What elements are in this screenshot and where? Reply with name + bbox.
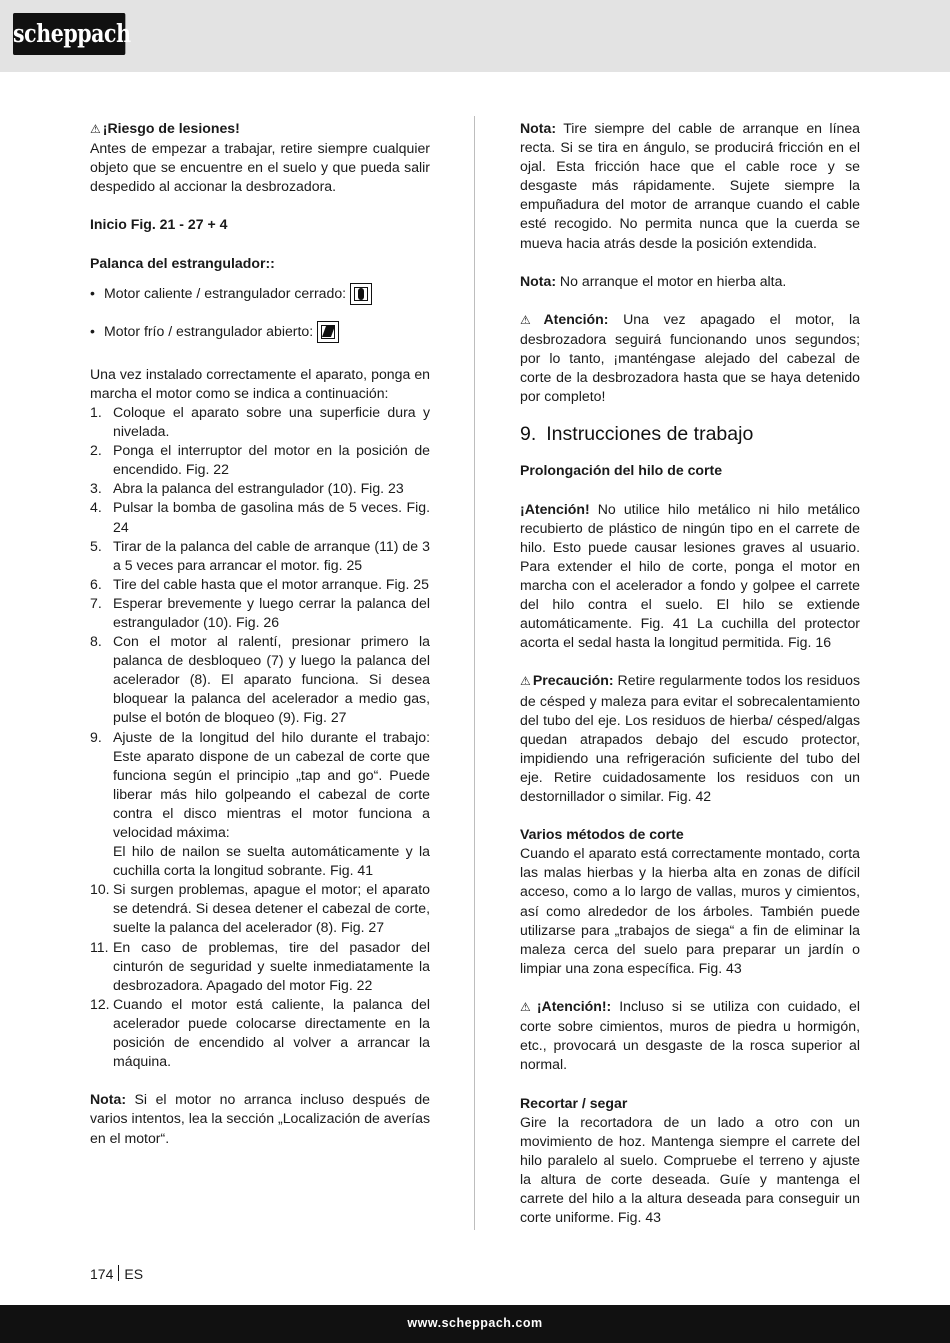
choke-item-cold: • Motor frío / estrangulador abierto:	[90, 313, 430, 351]
list-item: 1. Coloque el aparato sobre una superficie dura y nivelada.	[90, 403, 430, 440]
start-steps-list	[90, 403, 430, 1071]
warning-text: Antes de empezar a trabajar, retire siempre cualquier objeto que se encuentre en el suelo y que pueda salir despedido al accionar la desbrozadora.	[90, 140, 430, 195]
right-column	[520, 119, 860, 1227]
list-item: 9. Ajuste de la longitud del hilo durante el trabajo: Este aparato dispone de un cabezal de corte que funciona según el principio „tap and go“. Puede liberar más hilo golpeando el cabezal de corte contra el disco mientras el motor funciona a velocidad máxima: El hilo de nailon se suelta automáticamente y la cuchilla corta la longitud sobrante. Fig. 41	[90, 728, 430, 879]
warning-triangle-icon: ⚠	[90, 122, 101, 136]
left-column	[90, 119, 430, 1148]
list-item: 4. Pulsar la bomba de gasolina más de 5 veces. Fig. 24	[90, 499, 430, 535]
attention-paragraph: ⚠ Atención: Una vez apagado el motor, la desbrozadora seguirá funcionando unos segundos; por lo tanto, ¡manténgase alejado del cabezal de corte de la desbrozadora hasta que se haya detenido por completo!	[520, 310, 860, 405]
header-band	[0, 0, 950, 72]
page-footer	[90, 1265, 143, 1282]
intro-text: Una vez instalado correctamente el aparato, ponga en marcha el motor como se indica a continuación:	[90, 365, 430, 401]
brand-logo: scheppach	[13, 13, 125, 55]
warning-triangle-icon: ⚠	[520, 1000, 535, 1015]
note-tall-grass: Nota: No arranque el motor en hierba alta.	[520, 272, 787, 289]
list-item: 7. Esperar brevemente y luego cerrar la palanca del estrangulador (10). Fig. 26	[90, 594, 430, 630]
choke-item-warm: • Motor caliente / estrangulador cerrado:	[90, 275, 430, 313]
choke-item-label: Motor caliente / estrangulador cerrado:	[104, 285, 347, 302]
methods-heading: Varios métodos de corte	[520, 826, 684, 843]
start-heading: Inicio Fig. 21 - 27 + 4	[90, 216, 228, 233]
attention2-paragraph: ⚠ ¡Atención!: Incluso si se utiliza con cuidado, el corte sobre cimientos, muros de piedra u hormigón, etc., provocará un desgaste de la rosca superior al normal.	[520, 998, 861, 1073]
caution-paragraph: ⚠ Precaución: Retire regularmente todos los residuos de césped y maleza para evitar el sobrecalentamiento del tubo del eje. Los residuos de hierba/ césped/algas quedan atrapados debajo del escudo protector, impidiendo una refrigeración suficiente del tubo del eje. Retire cuidadosamente los residuos con un destornillador o similar. Fig. 42	[520, 672, 860, 804]
note-paragraph: Nota: Si el motor no arranca incluso después de varios intentos, lea la sección „Localización de averías en el motor“.	[90, 1091, 430, 1146]
section-heading: 9. Instrucciones de trabajo	[520, 423, 754, 446]
list-item: 2. Ponga el interruptor del motor en la posición de encendido. Fig. 22	[90, 442, 430, 478]
footer-separator	[118, 1265, 119, 1281]
line-extension-heading: Prolongación del hilo de corte	[520, 462, 723, 479]
list-item: 5. Tirar de la palanca del cable de arranque (11) de 3 a 5 veces para arrancar el motor. fig. 25	[90, 537, 430, 573]
trim-heading: Recortar / segar	[520, 1094, 628, 1111]
choke-item-label: Motor frío / estrangulador abierto:	[104, 323, 314, 340]
trim-text: Gire la recortadora de un lado a otro con un movimiento de hoz. Mantenga siempre el carrete del hilo paralelo al suelo. Compruebe el terreno y ajuste la altura de corte deseada. Guíe y mantenga el carrete del hilo a la altura deseada para conseguir un corte uniforme. Fig. 43	[520, 1113, 860, 1226]
choke-heading: Palanca del estrangulador::	[90, 254, 275, 271]
bottom-bar	[0, 1305, 950, 1343]
language-code: ES	[124, 1266, 144, 1282]
list-item: 6. Tire del cable hasta que el motor arranque. Fig. 25	[90, 575, 429, 592]
choke-open-icon	[317, 321, 339, 343]
choke-closed-icon	[350, 283, 372, 305]
warning-triangle-icon: ⚠	[520, 674, 531, 689]
column-divider	[474, 116, 475, 1230]
warning-triangle-icon: ⚠	[520, 312, 542, 327]
list-item: 12. Cuando el motor está caliente, la palanca del acelerador puede colocarse directamente en la posición de encendido al volver a arrancar la máquina.	[90, 995, 430, 1070]
page-number: 174	[90, 1266, 114, 1282]
methods-text: Cuando el aparato está correctamente montado, corta las malas hierbas y la hierba alta en zonas de difícil acceso, como a lo largo de vallas, muros y cimientos, así como alrededor de los árboles. También puede utilizarse para „trabajos de siega“ a fin de eliminar la maleza cerca del suelo para preparar un jardín o limpiar una zona específica. Fig. 43	[520, 845, 860, 976]
list-item: 10. Si surgen problemas, apague el motor; el aparato se detendrá. Si desea detener el cabezal de corte, suelte la palanca del acelerador (8). Fig. 27	[90, 881, 430, 936]
list-item: 3. Abra la palanca del estrangulador (10). Fig. 23	[90, 480, 404, 497]
website-link[interactable]: www.scheppach.com	[407, 1316, 543, 1330]
note-pull-straight: Nota: Tire siempre del cable de arranque en línea recta. Si se tira en ángulo, se producirá fricción en el ojal. Esta fricción hace que el cable roce y se desgaste más rápidamente. Sujete siempre la empuñadura del motor de arranque cuando el cable esté recogido. No permita nunca que la cuerda se mueva hacia atrás desde la posición extendida.	[520, 120, 860, 251]
line-warning-paragraph: ¡Atención! No utilice hilo metálico ni hilo metálico recubierto de plástico de ningún tipo en el carrete de hilo. Esto puede causar lesiones graves al usuario. Para extender el hilo de corte, ponga el motor en marcha con el acelerador a fondo y golpee el carrete del hilo contra el suelo. El hilo se extiende automáticamente. Fig. 41 La cuchilla del protector acorta el sedal hasta la longitud permitida. Fig. 16	[520, 500, 860, 651]
warning-heading: ⚠ ¡Riesgo de lesiones!	[90, 120, 240, 136]
list-item: 8. Con el motor al ralentí, presionar primero la palanca de desbloqueo (7) y luego la palanca del acelerador (8). El aparato funciona. Si desea bloquear la palanca del acelerador a medio gas, pulse el botón de bloqueo (9). Fig. 27	[90, 633, 430, 726]
list-item: 11. En caso de problemas, tire del pasador del cinturón de seguridad y suelte inmediatamente la desbrozadora. Apagado del motor Fig. 22	[90, 938, 430, 993]
